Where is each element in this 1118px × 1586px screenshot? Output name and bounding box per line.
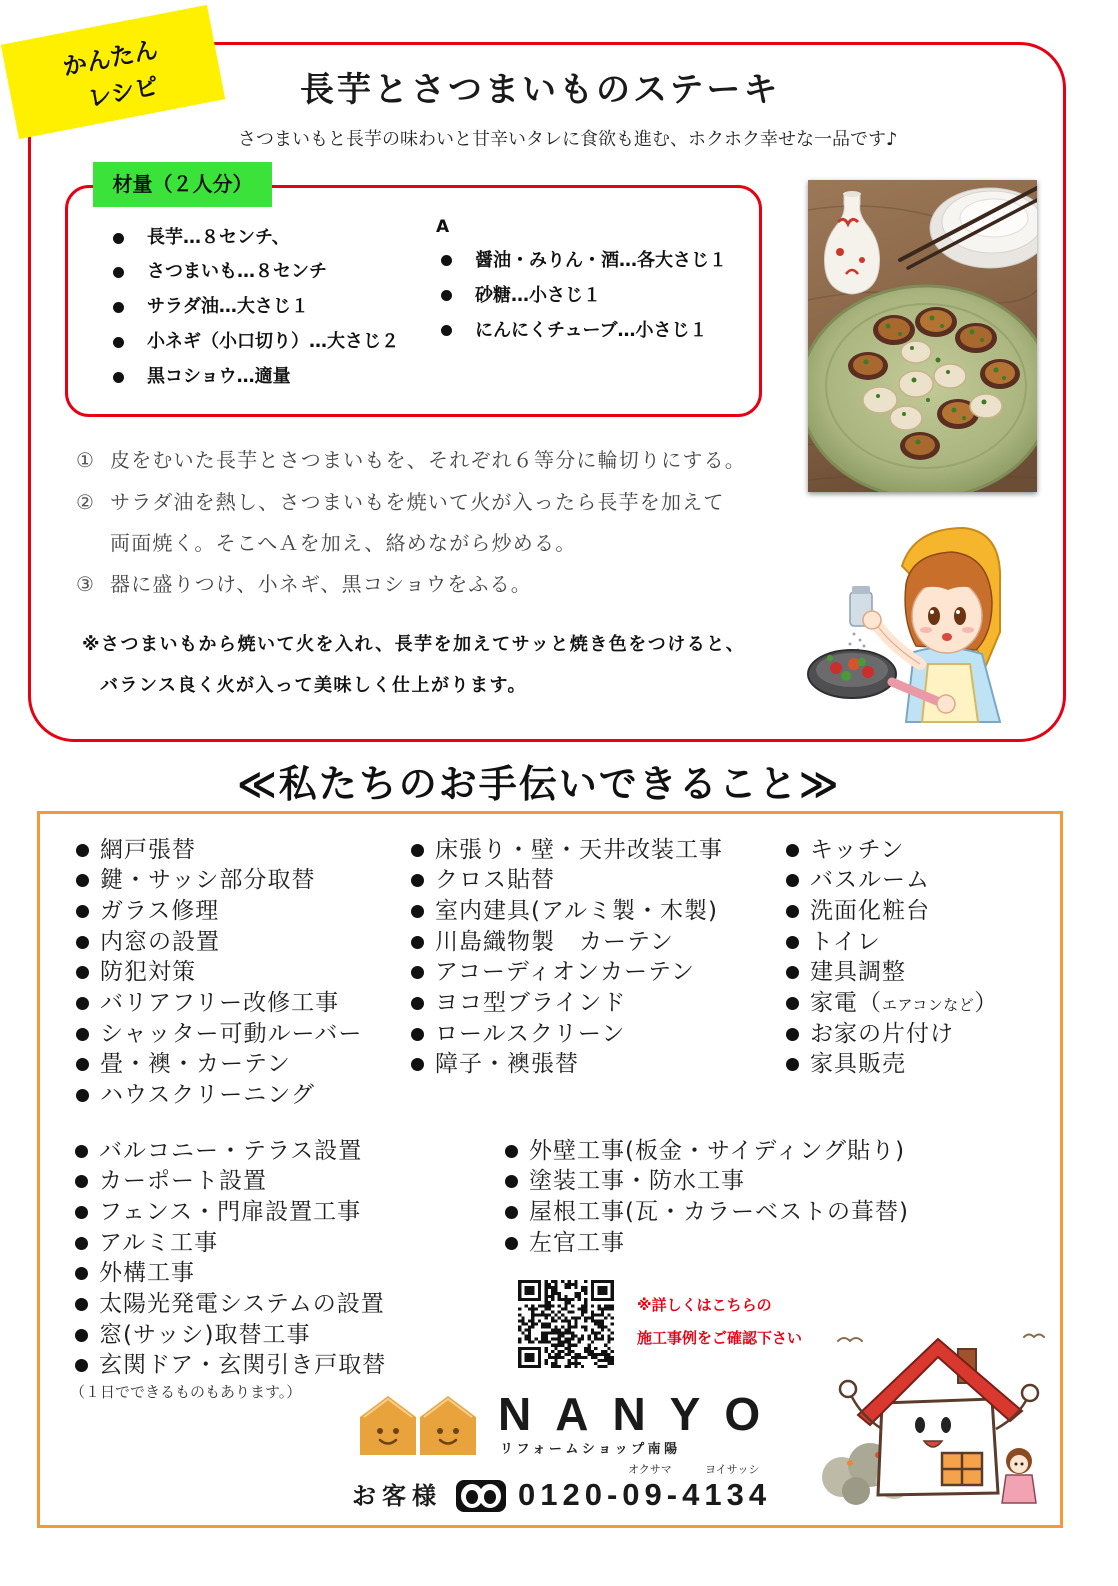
services-column-3 — [786, 835, 998, 1081]
bullet-icon — [411, 966, 424, 979]
service-item — [411, 835, 723, 866]
exterior-service-item — [505, 1136, 909, 1167]
sauce-item — [441, 313, 727, 348]
service-item — [786, 896, 998, 927]
service-item-label: 室内建具(アルミ製・木製) — [435, 898, 719, 925]
service-item-label: 建具調整 — [810, 959, 906, 986]
service-item — [411, 896, 723, 927]
service-item — [76, 1019, 362, 1050]
step-row — [76, 482, 746, 523]
services-heading: ≪私たちのお手伝いできること≫ — [237, 762, 841, 806]
service-item — [76, 927, 362, 958]
exterior-service-item-label: 左官工事 — [529, 1229, 625, 1256]
sauce-list — [441, 243, 727, 348]
sauce-item — [441, 278, 727, 313]
exterior-service-item — [75, 1258, 386, 1289]
service-item-label: ヨコ型ブラインド — [435, 990, 627, 1017]
qr-note-line-1: ※詳しくはこちらの — [637, 1296, 772, 1314]
phone-number[interactable]: 0120-09-4134 — [518, 1477, 772, 1512]
exterior-service-item-label: フェンス・門扉設置工事 — [99, 1199, 362, 1226]
exterior-service-item — [75, 1136, 386, 1167]
bullet-icon — [411, 1028, 424, 1041]
step-number: ③ — [76, 572, 96, 597]
service-item-note: エアコンなど — [882, 996, 975, 1015]
exterior-service-item — [505, 1197, 909, 1228]
service-item — [76, 957, 362, 988]
tag-line-1: かんたん — [60, 35, 161, 82]
exterior-service-item-label: 塗装工事・防水工事 — [529, 1168, 745, 1195]
logo-houses-graphic — [358, 1393, 478, 1457]
house-mascot-illustration — [820, 1325, 1052, 1505]
bullet-icon — [75, 1267, 88, 1280]
service-item — [411, 957, 723, 988]
exterior-service-item-label: アルミ工事 — [99, 1229, 219, 1256]
recipe-tip-line-1: ※さつまいもから焼いて火を入れ、長芋を加えてサッと焼き色をつけると、 — [82, 633, 746, 655]
ingredient-item — [113, 360, 399, 395]
exterior-service-item — [75, 1320, 386, 1351]
service-item-label: 防犯対策 — [100, 959, 196, 986]
bullet-icon — [505, 1175, 518, 1188]
house-mascot-graphic — [820, 1325, 1052, 1505]
recipe-tip-line-2: バランス良く火が入って美味しく仕上がります。 — [100, 674, 528, 696]
bullet-icon — [76, 1058, 89, 1071]
bullet-icon — [113, 372, 124, 383]
service-item — [76, 896, 362, 927]
phone-label: お客様 — [352, 1482, 442, 1510]
service-item — [76, 835, 362, 866]
sauce-item — [441, 243, 727, 278]
phone-reading-2: ヨイサッシ — [705, 1463, 760, 1476]
ingredients-list — [113, 221, 399, 395]
exterior-service-item — [505, 1166, 909, 1197]
service-item — [411, 865, 723, 896]
bullet-icon — [786, 1028, 799, 1041]
sauce-item-label: にんにくチューブ…小さじ１ — [475, 319, 708, 341]
service-item-label: トイレ — [810, 928, 881, 955]
step-row — [76, 564, 746, 605]
service-item — [76, 1080, 362, 1111]
ingredient-item — [113, 325, 399, 360]
bullet-icon — [411, 997, 424, 1010]
bullet-icon — [76, 936, 89, 949]
phone-reading-1: オクサマ — [628, 1463, 672, 1476]
service-item-label: お家の片付け — [810, 1020, 954, 1047]
bullet-icon — [786, 905, 799, 918]
step-text: 器に盛りつけ、小ネギ、黒コショウをふる。 — [110, 572, 532, 597]
sauce-item-label: 醤油・みりん・酒…各大さじ１ — [475, 249, 727, 271]
company-subname: リフォームショップ南陽 — [500, 1442, 681, 1457]
exterior-services-column-1 — [75, 1136, 386, 1382]
service-item — [76, 865, 362, 896]
bullet-icon — [505, 1145, 518, 1158]
step-number: ① — [76, 448, 96, 473]
service-item-label: バスルーム — [810, 867, 930, 894]
same-day-footnote: （１日でできるものもあります。） — [70, 1383, 302, 1401]
qr-note-line-2: 施工事例をご確認下さい — [637, 1329, 803, 1347]
house-window — [942, 1453, 982, 1485]
bullet-icon — [76, 844, 89, 857]
exterior-service-item — [505, 1228, 909, 1259]
services-column-1 — [76, 835, 362, 1111]
bullet-icon — [786, 1058, 799, 1071]
service-item-label: ガラス修理 — [100, 898, 220, 925]
bullet-icon — [76, 1028, 89, 1041]
tag-line-2: レシピ — [85, 71, 161, 114]
bullet-icon — [411, 844, 424, 857]
bullet-icon — [76, 905, 89, 918]
service-item-label: ハウスクリーニング — [100, 1082, 315, 1109]
service-item-label: クロス貼替 — [435, 867, 555, 894]
ingredient-item-label: 長芋…８センチ、 — [147, 226, 290, 248]
recipe-title: 長芋とさつまいものステーキ — [300, 70, 781, 110]
bullet-icon — [75, 1237, 88, 1250]
logo-houses-icon — [358, 1393, 478, 1457]
bullet-icon — [76, 997, 89, 1010]
service-item-label: 洗面化粧台 — [810, 898, 930, 925]
step-text: サラダ油を熱し、さつまいもを焼いて火が入ったら長芋を加えて — [110, 489, 725, 514]
service-item-label: ロールスクリーン — [435, 1020, 626, 1047]
service-item — [786, 835, 998, 866]
bullet-icon — [75, 1175, 88, 1188]
ingredient-item — [113, 290, 399, 325]
service-item-label: 家具販売 — [810, 1051, 906, 1078]
bullet-icon — [505, 1237, 518, 1250]
bullet-icon — [113, 267, 124, 278]
service-item — [76, 1049, 362, 1080]
cooking-girl-graphic — [806, 522, 1002, 724]
exterior-service-item-label: バルコニー・テラス設置 — [99, 1137, 363, 1164]
bullet-icon — [441, 255, 452, 266]
company-name: NANYO — [498, 1388, 785, 1440]
service-item-label: 鍵・サッシ部分取替 — [100, 867, 316, 894]
service-item-label-tail: ） — [974, 990, 999, 1017]
bullet-icon — [786, 874, 799, 887]
service-item-label: シャッター可動ルーバー — [100, 1020, 363, 1047]
ingredient-item — [113, 221, 399, 256]
bullet-icon — [411, 905, 424, 918]
service-item-label: 障子・襖張替 — [435, 1051, 579, 1078]
freedial-icon — [455, 1479, 507, 1513]
service-item-label: バリアフリー改修工事 — [100, 990, 340, 1017]
exterior-service-item — [75, 1350, 386, 1381]
bullet-icon — [411, 874, 424, 887]
exterior-service-item-label: 太陽光発電システムの設置 — [99, 1291, 385, 1318]
service-item-label: 畳・襖・カーテン — [100, 1051, 291, 1078]
bullet-icon — [786, 936, 799, 949]
ingredient-item-label: 小ネギ（小口切り）…大さじ２ — [147, 330, 399, 352]
step-text: 両面焼く。そこへＡを加え、絡めながら炒める。 — [110, 530, 577, 555]
birds — [838, 1335, 1044, 1342]
bullet-icon — [76, 874, 89, 887]
services-column-2 — [411, 835, 723, 1081]
service-item — [76, 988, 362, 1019]
service-item-label: 床張り・壁・天井改装工事 — [435, 836, 723, 863]
exterior-service-item — [75, 1197, 386, 1228]
service-item — [786, 957, 998, 988]
exterior-services-column-2 — [505, 1136, 909, 1259]
bullet-icon — [786, 997, 799, 1010]
qr-code — [518, 1280, 614, 1368]
cooking-girl-illustration — [806, 522, 1002, 724]
dish-photo-graphic — [808, 180, 1037, 492]
exterior-service-item — [75, 1166, 386, 1197]
bullet-icon — [76, 1089, 89, 1102]
service-item-label: アコーディオンカーテン — [435, 959, 695, 986]
exterior-service-item — [75, 1289, 386, 1320]
bullet-icon — [75, 1145, 88, 1158]
bullet-icon — [505, 1206, 518, 1219]
bullet-icon — [411, 936, 424, 949]
recipe-steps — [76, 440, 746, 605]
ingredient-item-label: 黒コショウ…適量 — [147, 365, 291, 387]
ingredient-item-label: さつまいも…８センチ — [147, 261, 327, 283]
exterior-service-item-label: 屋根工事(瓦・カラーベストの葺替) — [529, 1199, 909, 1226]
service-item-label: 内窓の設置 — [100, 928, 220, 955]
exterior-service-item-label: 外壁工事(板金・サイディング貼り) — [529, 1137, 906, 1164]
house-body — [858, 1339, 1022, 1495]
little-girl — [1002, 1448, 1036, 1503]
service-item-label: 家電（ — [810, 990, 882, 1017]
exterior-service-item-label: カーポート設置 — [99, 1168, 267, 1195]
ingredient-item-label: サラダ油…大さじ１ — [147, 296, 309, 318]
sauce-label: A — [436, 217, 450, 237]
bullet-icon — [75, 1329, 88, 1342]
exterior-service-item-label: 窓(サッシ)取替工事 — [99, 1321, 311, 1348]
bullet-icon — [113, 302, 124, 313]
bullet-icon — [441, 290, 452, 301]
dish-photo — [808, 180, 1037, 492]
bullet-icon — [75, 1298, 88, 1311]
bullet-icon — [75, 1359, 88, 1372]
exterior-service-item-label: 玄関ドア・玄関引き戸取替 — [99, 1352, 387, 1379]
service-item — [411, 988, 723, 1019]
bullet-icon — [786, 844, 799, 857]
bullet-icon — [76, 966, 89, 979]
service-item — [786, 1019, 998, 1050]
service-item — [786, 865, 998, 896]
service-item-label: キッチン — [810, 836, 905, 863]
freedial-graphic — [455, 1479, 507, 1513]
bullet-icon — [113, 233, 124, 244]
service-item — [411, 1049, 723, 1080]
recipe-subtitle: さつまいもと長芋の味わいと甘辛いタレに食欲も進む、ホクホク幸せな一品です♪ — [238, 129, 898, 150]
step-row — [76, 440, 746, 481]
step-row — [76, 523, 746, 564]
ingredients-label: 材量（２人分） — [93, 162, 272, 207]
qr-code-graphic — [518, 1280, 614, 1368]
step-number: ② — [76, 489, 96, 514]
exterior-service-item-label: 外構工事 — [99, 1260, 195, 1287]
service-item-label: 川島織物製 カーテン — [435, 928, 674, 955]
ingredient-item — [113, 255, 399, 290]
step-text: 皮をむいた長芋とさつまいもを、それぞれ６等分に輪切りにする。 — [110, 448, 746, 473]
sauce-item-label: 砂糖…小さじ１ — [475, 284, 601, 306]
bullet-icon — [75, 1206, 88, 1219]
service-item-label: 網戸張替 — [100, 836, 196, 863]
bullet-icon — [441, 325, 452, 336]
bullet-icon — [411, 1058, 424, 1071]
service-item — [411, 927, 723, 958]
service-item — [786, 1049, 998, 1080]
service-item — [786, 927, 998, 958]
service-item — [786, 988, 998, 1019]
bullet-icon — [113, 337, 124, 348]
exterior-service-item — [75, 1228, 386, 1259]
bullet-icon — [786, 966, 799, 979]
service-item — [411, 1019, 723, 1050]
